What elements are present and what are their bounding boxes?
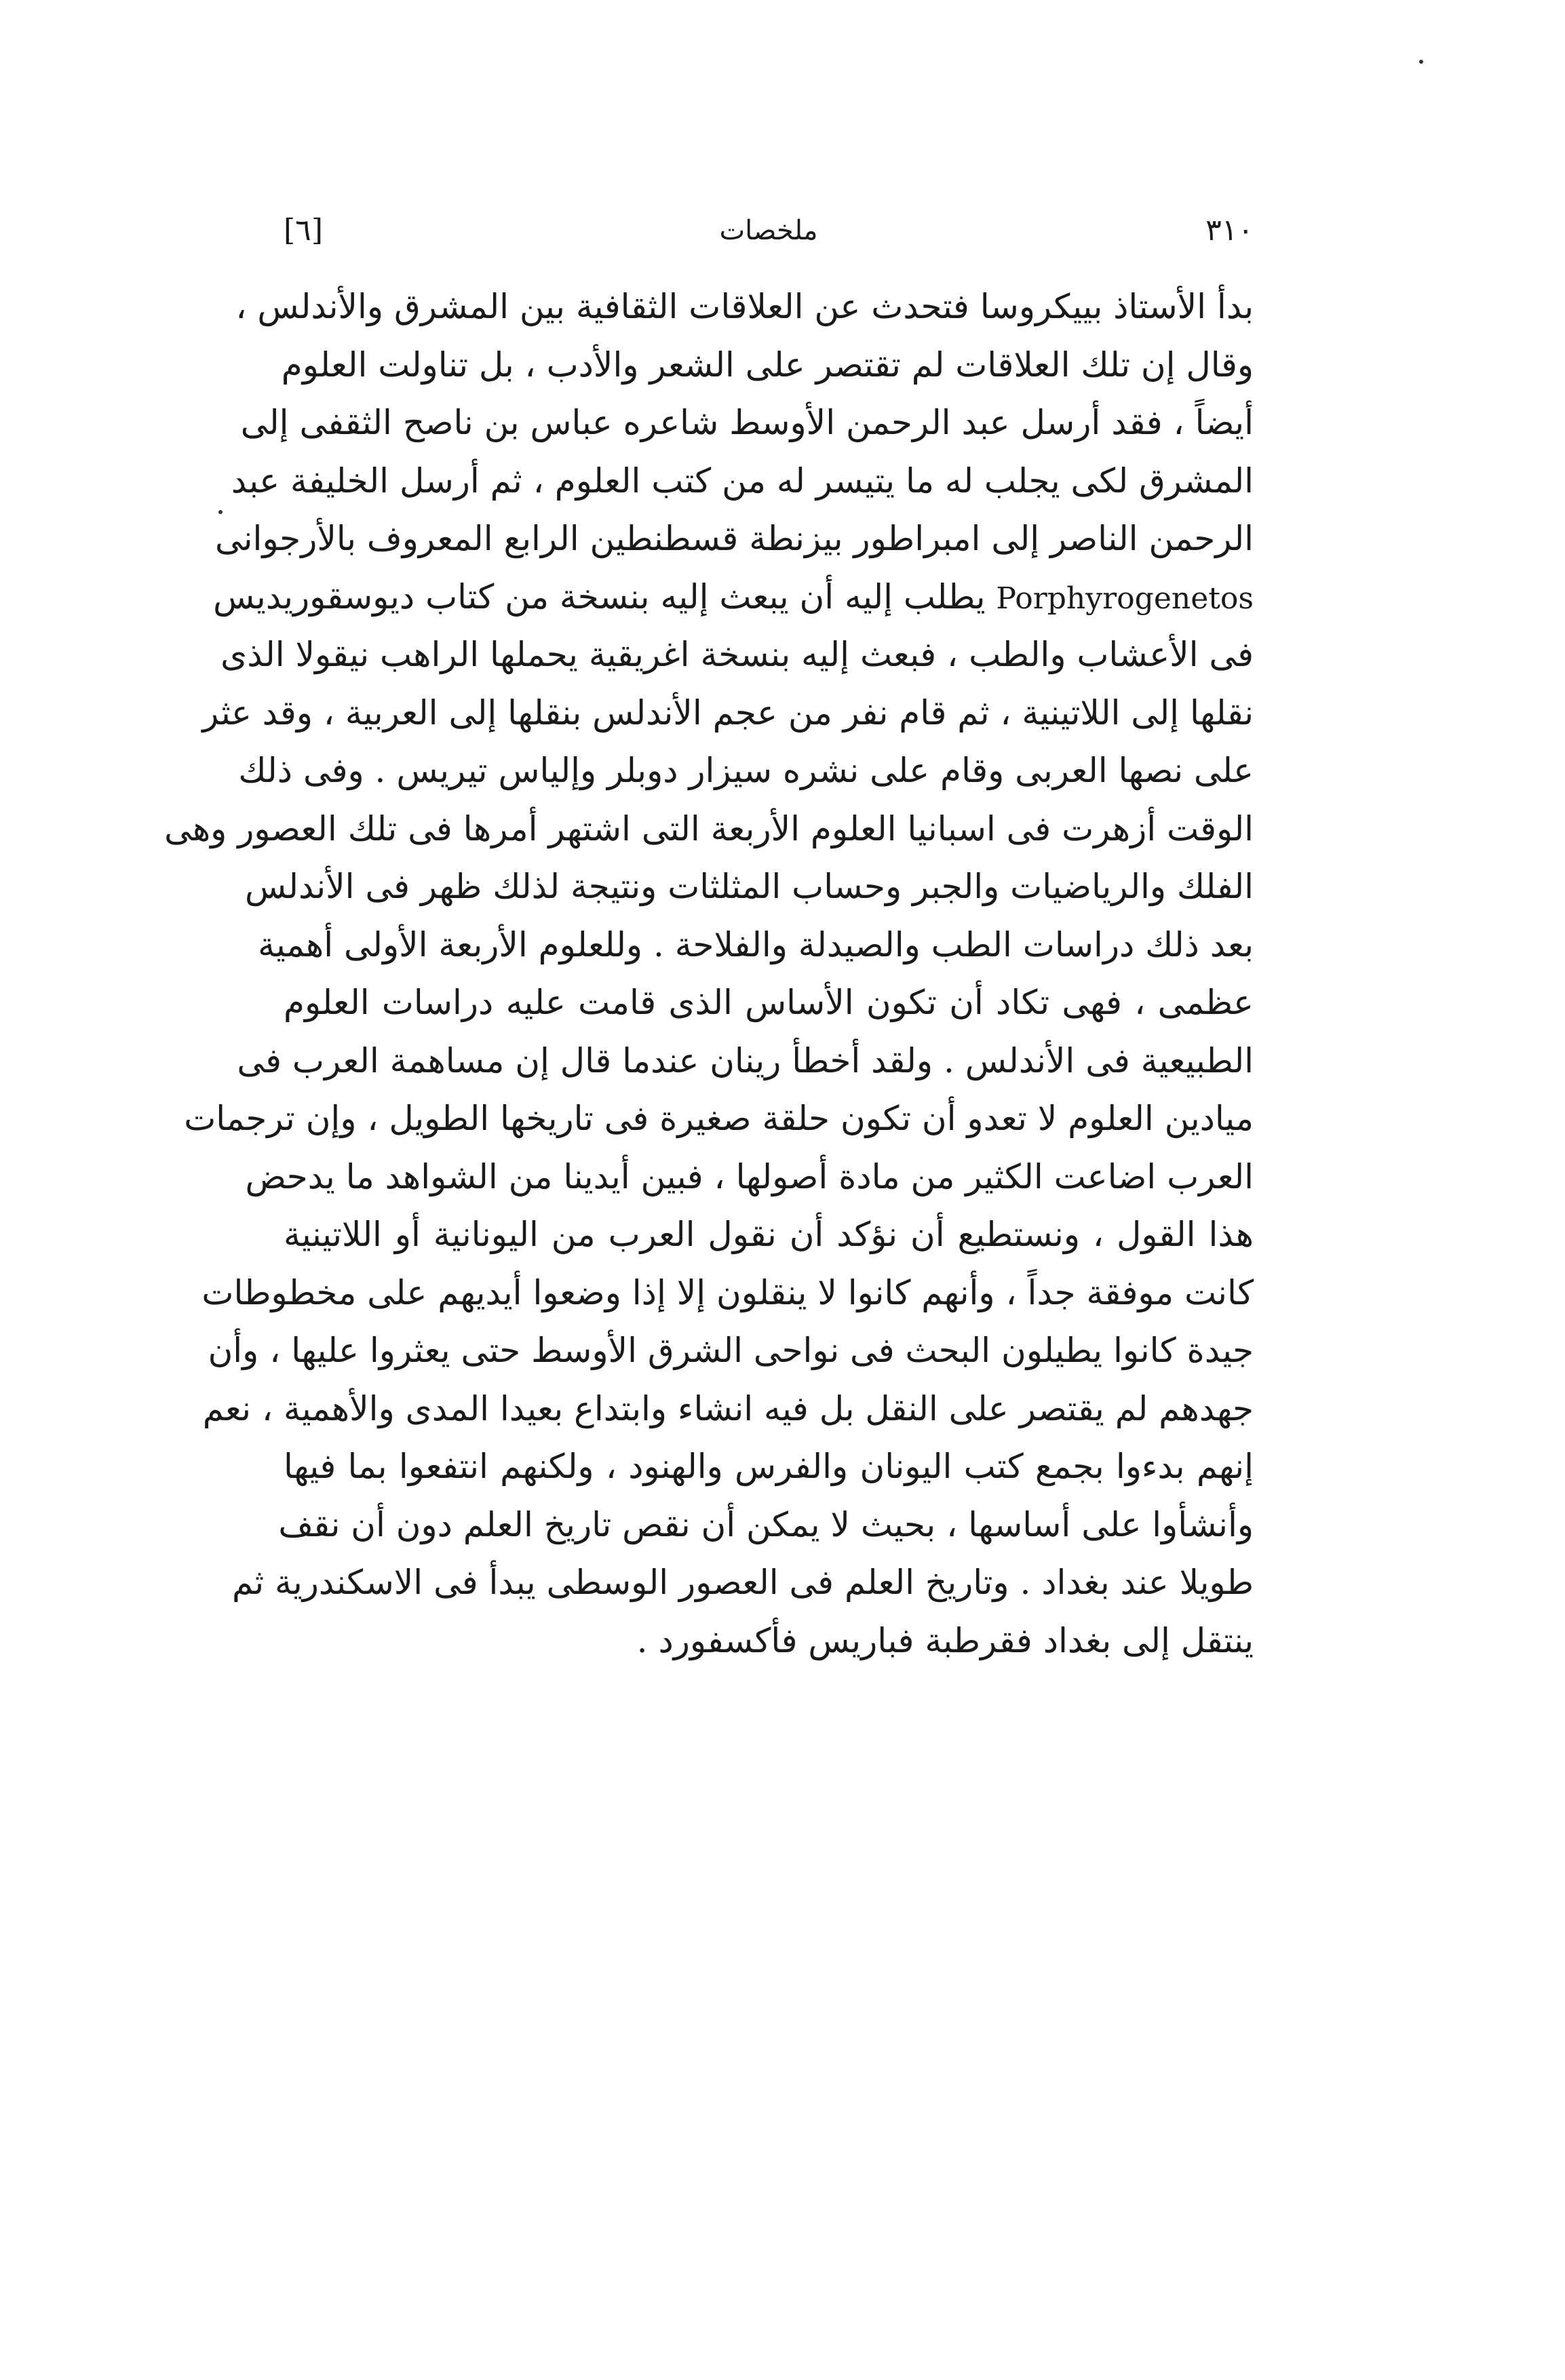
text-line: على نصها العربى وقام على نشره سيزار دوبلر وإلياس تيريس . وفى ذلك xyxy=(238,751,1254,790)
text-line: جهدهم لم يقتصر على النقل بل فيه انشاء وابتداع بعيدا المدى والأهمية ، نعم xyxy=(202,1388,1254,1428)
text-line: طويلا عند بغداد . وتاريخ العلم فى العصور الوسطى يبدأ فى الاسكندرية ثم xyxy=(231,1563,1254,1602)
text-line: نقلها إلى اللاتينية ، ثم قام نفر من عجم الأندلس بنقلها إلى العربية ، وقد عثر xyxy=(202,692,1254,733)
scan-speck xyxy=(218,510,223,514)
text-line: بعد ذلك دراسات الطب والصيدلة والفلاحة . وللعلوم الأربعة الأولى أهمية xyxy=(258,924,1254,964)
text-line: العرب اضاعت الكثير من مادة أصولها ، فبين أيدينا من الشواهد ما يدحض xyxy=(245,1156,1254,1196)
scan-speck xyxy=(1419,60,1423,64)
text-line: أيضاً ، فقد أرسل عبد الرحمن الأوسط شاعره عباس بن ناصح الثقفى إلى xyxy=(240,403,1254,442)
text-line: إنهم بدءوا بجمع كتب اليونان والفرس والهنود ، ولكنهم انتفعوا بما فيها xyxy=(284,1447,1254,1486)
text-line: وأنشأوا على أساسها ، بحيث لا يمكن أن نقص تاريخ العلم دون أن نقف xyxy=(278,1504,1254,1544)
text-line: الرحمن الناصر إلى امبراطور بيزنطة قسطنطين الرابع المعروف بالأرجوانى xyxy=(214,519,1254,558)
latin-term: Porphyrogenetos xyxy=(996,581,1254,616)
text-line: هذا القول ، ونستطيع أن نؤكد أن نقول العرب من اليونانية أو اللاتينية xyxy=(284,1215,1254,1254)
text-line: جيدة كانوا يطيلون البحث فى نواحى الشرق الأوسط حتى يعثروا عليها ، وأن xyxy=(208,1331,1254,1370)
text-line: عظمى ، فهى تكاد أن تكون الأساس الذى قامت عليه دراسات العلوم xyxy=(284,983,1254,1022)
text-line: كانت موفقة جداً ، وأنهم كانوا لا ينقلون إلا إذا وضعوا أيديهم على مخطوطات xyxy=(201,1272,1254,1312)
text-line: الفلك والرياضيات والجبر وحساب المثلثات ونتيجة لذلك ظهر فى الأندلس xyxy=(245,867,1254,906)
text-line: ميادين العلوم لا تعدو أن تكون حلقة صغيرة فى تاريخها الطويل ، وإن ترجمات xyxy=(184,1099,1254,1138)
page-header xyxy=(284,207,1254,254)
text-line: بدأ الأستاذ بييكروسا فتحدث عن العلاقات الثقافية بين المشرق والأندلس ، xyxy=(235,287,1254,326)
text-line-final: ينتقل إلى بغداد فقرطبة فباريس فأكسفورد . xyxy=(636,1620,1254,1660)
text-line: الوقت أزهرت فى اسبانيا العلوم الأربعة التى اشتهر أمرها فى تلك العصور وهى xyxy=(164,808,1254,848)
body-paragraph xyxy=(164,278,1254,1670)
text-line: المشرق لكى يجلب له ما يتيسر له من كتب العلوم ، ثم أرسل الخليفة عبد xyxy=(231,461,1254,501)
page-reference: [٦] xyxy=(284,213,323,248)
text-line-arabic-part: يطلب إليه أن يبعث إليه بنسخة من كتاب ديوسقوريديس xyxy=(213,577,986,617)
page-number: ٣١٠ xyxy=(1205,213,1254,248)
text-line: فى الأعشاب والطب ، فبعث إليه بنسخة اغريقية يحملها الراهب نيقولا الذى xyxy=(220,635,1254,674)
text-line: وقال إن تلك العلاقات لم تقتصر على الشعر والأدب ، بل تناولت العلوم xyxy=(281,345,1254,385)
text-line-mixed xyxy=(213,568,1254,627)
text-line: الطبيعية فى الأندلس . ولقد أخطأ رينان عندما قال إن مساهمة العرب فى xyxy=(237,1040,1254,1080)
page-header-title: ملخصات xyxy=(719,215,818,246)
